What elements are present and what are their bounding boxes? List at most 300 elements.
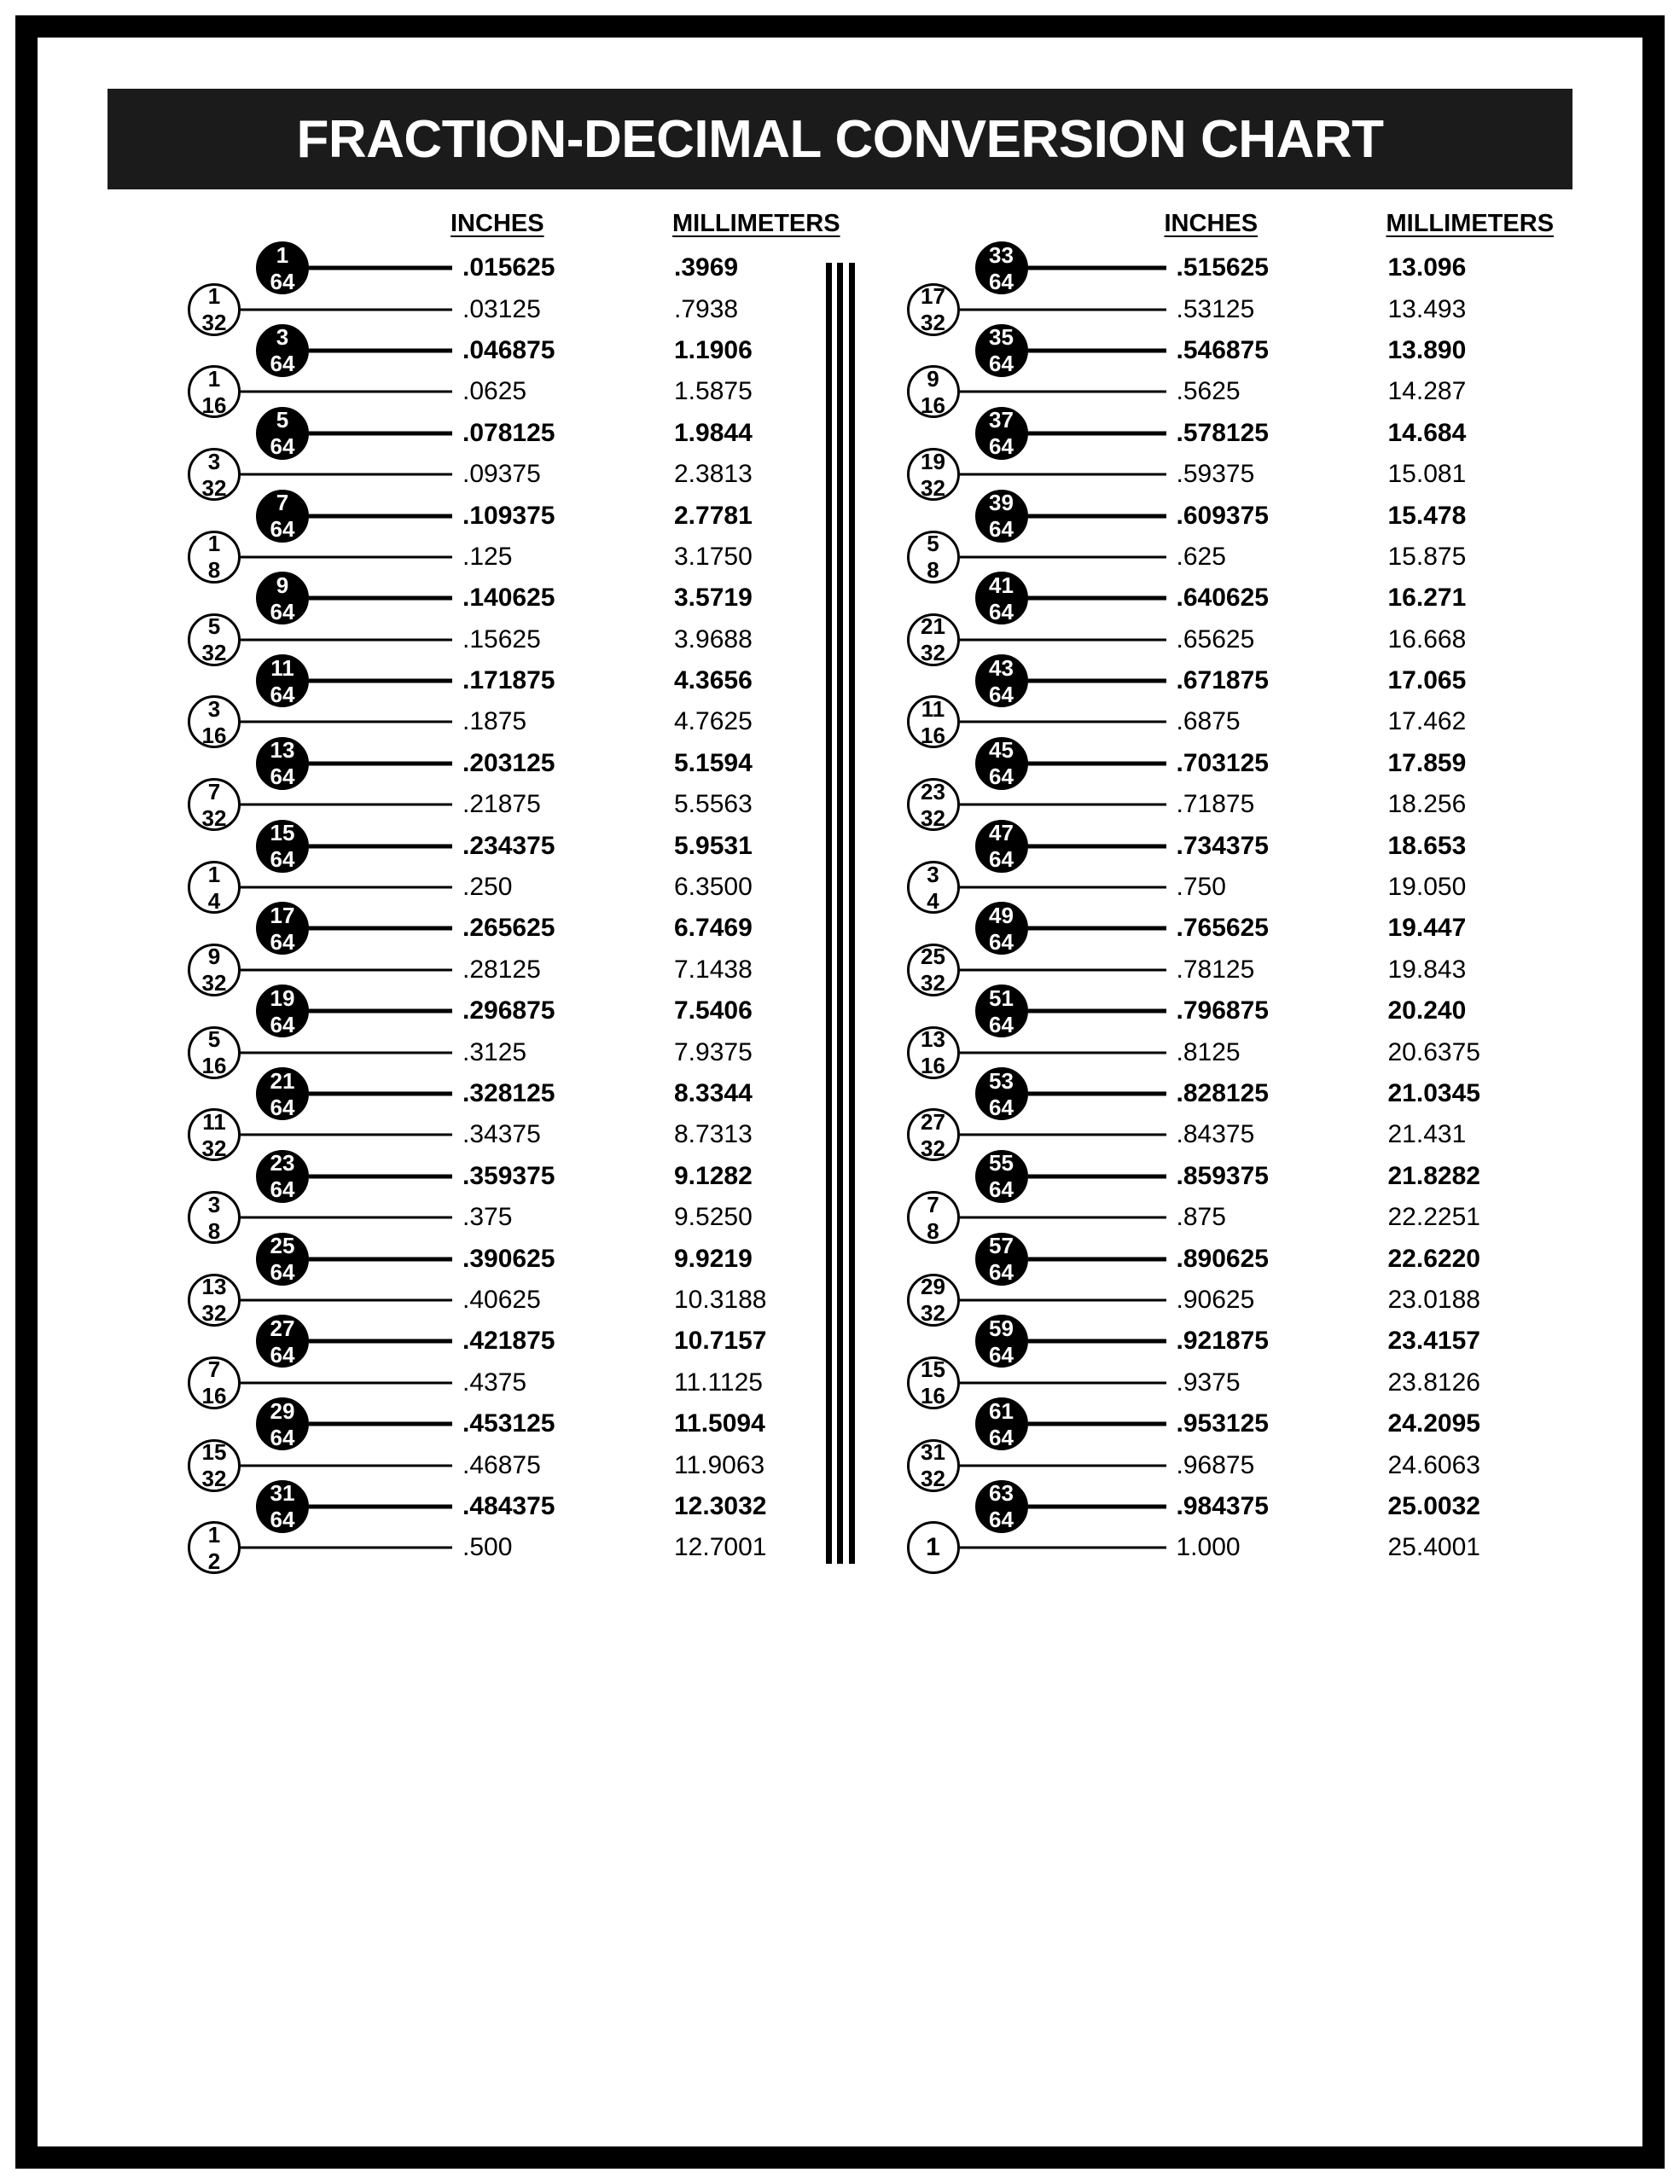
title-banner <box>108 89 1572 189</box>
millimeters-value: 25.4001 <box>1387 1533 1480 1562</box>
fraction-denominator: 16 <box>921 1053 945 1079</box>
fraction-numerator: 25 <box>921 944 945 970</box>
table-row <box>840 1191 1589 1244</box>
fraction-bubble <box>188 613 241 666</box>
fraction-bubble <box>907 1439 960 1492</box>
fraction-denominator: 32 <box>201 1466 227 1492</box>
millimeters-value: 5.9531 <box>674 831 753 860</box>
fraction-numerator: 31 <box>921 1439 945 1466</box>
fraction-numerator: 3 <box>927 861 939 887</box>
fraction-denominator: 64 <box>989 1259 1014 1286</box>
fraction-denominator: 64 <box>270 928 295 955</box>
decimal-inches-value: .265625 <box>462 914 555 943</box>
leader-line <box>1028 926 1166 931</box>
millimeters-value: 12.7001 <box>674 1533 767 1562</box>
fraction-bubble <box>975 1315 1028 1368</box>
table-row <box>840 778 1589 831</box>
fraction-numerator: 13 <box>201 1274 227 1300</box>
fraction-denominator: 16 <box>921 1383 945 1409</box>
fraction-denominator: 32 <box>921 310 945 336</box>
table-row <box>92 407 840 460</box>
decimal-inches-value: .234375 <box>462 831 555 860</box>
fraction-bubble <box>188 1274 241 1327</box>
table-row <box>840 407 1589 460</box>
table-row <box>92 902 840 955</box>
decimal-inches-value: .109375 <box>462 501 555 530</box>
table-row <box>92 1397 840 1450</box>
millimeters-value: 6.3500 <box>674 873 753 902</box>
table-row <box>92 654 840 707</box>
fraction-bubble <box>188 1108 241 1161</box>
millimeters-value: 3.9688 <box>674 624 753 653</box>
millimeters-value: 9.9219 <box>674 1244 753 1273</box>
millimeters-value: 14.684 <box>1387 418 1467 447</box>
millimeters-value: 17.462 <box>1387 707 1467 736</box>
fraction-denominator: 64 <box>270 351 295 377</box>
table-row <box>92 820 840 873</box>
fraction-denominator: 64 <box>989 681 1014 707</box>
decimal-inches-value: .671875 <box>1176 666 1269 695</box>
fraction-numerator: 15 <box>201 1439 227 1466</box>
fraction-numerator: 27 <box>921 1108 945 1135</box>
fraction-numerator: 9 <box>927 365 939 392</box>
decimal-inches-value: .609375 <box>1176 501 1269 530</box>
fraction-numerator: 49 <box>989 902 1014 928</box>
fraction-numerator: 23 <box>921 778 945 804</box>
fraction-bubble <box>907 861 960 914</box>
leader-line <box>960 1547 1166 1549</box>
table-row <box>92 1356 840 1409</box>
fraction-denominator: 64 <box>270 433 295 460</box>
leader-line <box>309 844 452 848</box>
fraction-bubble <box>975 490 1028 543</box>
fraction-bubble <box>907 1274 960 1327</box>
leader-line <box>960 1381 1166 1384</box>
leader-line <box>241 473 452 476</box>
millimeters-value: 1.1906 <box>674 335 753 364</box>
decimal-inches-value: .65625 <box>1176 624 1255 653</box>
leader-line <box>309 679 452 683</box>
fraction-denominator: 2 <box>207 1548 221 1574</box>
millimeters-value: 24.2095 <box>1387 1409 1480 1438</box>
fraction-numerator: 7 <box>207 778 221 804</box>
fraction-numerator: 3 <box>207 695 221 722</box>
fraction-denominator: 32 <box>921 474 945 501</box>
table-row <box>92 1108 840 1161</box>
leader-line <box>1028 596 1166 601</box>
decimal-inches-value: .875 <box>1176 1203 1226 1232</box>
decimal-inches-value: .03125 <box>462 294 541 323</box>
fraction-denominator: 32 <box>201 640 227 666</box>
decimal-inches-value: .78125 <box>1176 955 1255 984</box>
fraction-denominator: 32 <box>921 1300 945 1327</box>
leader-line <box>1028 1009 1166 1014</box>
millimeters-value: 4.7625 <box>674 707 753 736</box>
leader-line <box>960 473 1166 476</box>
fraction-denominator: 16 <box>201 392 227 418</box>
millimeters-value: .7938 <box>674 294 739 323</box>
fraction-numerator: 5 <box>207 613 221 640</box>
table-row <box>840 654 1589 707</box>
table-row <box>92 490 840 543</box>
millimeters-value: 21.8282 <box>1387 1161 1480 1190</box>
fraction-bubble <box>975 1150 1028 1203</box>
table-row <box>92 778 840 831</box>
decimal-inches-value: .484375 <box>462 1491 555 1520</box>
millimeters-value: 11.5094 <box>674 1409 765 1438</box>
millimeters-value: 13.096 <box>1387 253 1467 282</box>
decimal-inches-value: .734375 <box>1176 831 1269 860</box>
millimeters-value: 2.7781 <box>674 501 753 530</box>
table-row <box>840 1233 1589 1286</box>
leader-line <box>960 886 1166 889</box>
decimal-inches-value: .375 <box>462 1203 513 1232</box>
decimal-inches-value: .578125 <box>1176 418 1269 447</box>
fraction-denominator: 16 <box>201 722 227 748</box>
fraction-bubble <box>907 1356 960 1409</box>
fraction-denominator: 64 <box>989 1011 1014 1037</box>
left-table-column <box>92 241 840 1574</box>
fraction-numerator: 15 <box>921 1356 945 1383</box>
fraction-bubble <box>188 1521 241 1574</box>
millimeters-value: 22.6220 <box>1387 1244 1480 1273</box>
leader-line <box>960 721 1166 723</box>
fraction-denominator: 32 <box>921 1135 945 1161</box>
table-row <box>840 1439 1589 1492</box>
fraction-bubble <box>256 572 309 624</box>
decimal-inches-value: .250 <box>462 873 513 902</box>
decimal-inches-value: .0625 <box>462 377 527 406</box>
fraction-numerator: 7 <box>927 1191 939 1217</box>
fraction-bubble <box>256 654 309 707</box>
decimal-inches-value: .546875 <box>1176 335 1269 364</box>
leader-line <box>241 638 452 641</box>
millimeters-value: 17.065 <box>1387 666 1467 695</box>
fraction-bubble <box>907 944 960 996</box>
fraction-denominator: 64 <box>270 1094 295 1120</box>
decimal-inches-value: .828125 <box>1176 1079 1269 1107</box>
table-row <box>840 490 1589 543</box>
fraction-denominator: 64 <box>989 846 1014 873</box>
fraction-bubble <box>907 283 960 336</box>
fraction-denominator: 32 <box>201 310 227 336</box>
fraction-bubble <box>256 1067 309 1120</box>
table-row <box>92 1315 840 1368</box>
millimeters-value: 22.2251 <box>1387 1203 1480 1232</box>
fraction-numerator: 23 <box>270 1150 295 1176</box>
fraction-bubble <box>256 241 309 294</box>
fraction-numerator: 53 <box>989 1067 1014 1094</box>
millimeters-value: 13.493 <box>1387 294 1467 323</box>
fraction-denominator: 64 <box>270 1341 295 1368</box>
decimal-inches-value: .078125 <box>462 418 555 447</box>
fraction-denominator: 64 <box>989 1424 1014 1450</box>
table-row <box>92 1480 840 1533</box>
leader-line <box>1028 348 1166 352</box>
fraction-denominator: 16 <box>921 392 945 418</box>
table-row <box>840 1527 1589 1568</box>
decimal-inches-value: .203125 <box>462 748 555 777</box>
millimeters-value: 17.859 <box>1387 748 1467 777</box>
fraction-numerator: 57 <box>989 1233 1014 1259</box>
table-row <box>840 448 1589 501</box>
leader-line <box>241 1217 452 1219</box>
conversion-table <box>92 241 1588 1574</box>
decimal-inches-value: .90625 <box>1176 1285 1255 1314</box>
decimal-inches-value: .140625 <box>462 584 555 613</box>
decimal-inches-value: .500 <box>462 1533 513 1562</box>
leader-line <box>309 431 452 435</box>
fraction-denominator: 4 <box>927 887 939 914</box>
table-row <box>92 1150 840 1203</box>
fraction-bubble <box>188 1191 241 1244</box>
fraction-denominator: 64 <box>989 1341 1014 1368</box>
divider-bar <box>826 263 832 1564</box>
leader-line <box>309 1504 452 1508</box>
fraction-denominator: 8 <box>927 1217 939 1244</box>
fraction-denominator: 64 <box>270 764 295 790</box>
millimeters-value: 6.7469 <box>674 914 753 943</box>
table-row <box>92 1067 840 1120</box>
table-row <box>92 1274 840 1327</box>
fraction-bubble <box>975 324 1028 377</box>
fraction-numerator: 11 <box>202 1108 226 1135</box>
fraction-denominator: 4 <box>207 887 221 914</box>
leader-line <box>1028 266 1166 270</box>
leader-line <box>960 638 1166 641</box>
decimal-inches-value: .6875 <box>1176 707 1241 736</box>
fraction-bubble <box>907 531 960 584</box>
fraction-numerator: 55 <box>989 1150 1014 1176</box>
leader-line <box>1028 1504 1166 1508</box>
fraction-bubble <box>907 448 960 501</box>
millimeters-value: 2.3813 <box>674 460 753 489</box>
millimeters-value: 10.7157 <box>674 1327 767 1356</box>
leader-line <box>960 1298 1166 1301</box>
fraction-numerator: 29 <box>921 1274 945 1300</box>
fraction-bubble <box>188 695 241 748</box>
fraction-bubble <box>256 1480 309 1533</box>
leader-line <box>960 391 1166 393</box>
table-row <box>840 324 1589 377</box>
leader-line <box>960 1134 1166 1136</box>
fraction-numerator: 47 <box>989 820 1014 846</box>
fraction-denominator: 64 <box>989 516 1014 543</box>
leader-line <box>1028 761 1166 765</box>
table-row <box>92 283 840 336</box>
decimal-inches-value: .640625 <box>1176 584 1269 613</box>
leader-line <box>241 968 452 971</box>
decimal-inches-value: .28125 <box>462 955 541 984</box>
fraction-bubble <box>907 365 960 418</box>
fraction-numerator: 7 <box>276 490 289 516</box>
table-row <box>840 861 1589 914</box>
leader-line <box>309 266 452 270</box>
leader-line <box>309 1339 452 1344</box>
millimeters-value: 3.1750 <box>674 542 753 571</box>
table-row <box>840 820 1589 873</box>
fraction-bubble <box>188 531 241 584</box>
fraction-numerator: 25 <box>270 1233 295 1259</box>
table-row <box>92 448 840 501</box>
table-row <box>840 1397 1589 1450</box>
fraction-numerator: 51 <box>989 985 1014 1011</box>
millimeters-value: 5.1594 <box>674 748 753 777</box>
fraction-denominator: 8 <box>207 557 221 584</box>
millimeters-value: 15.081 <box>1387 460 1467 489</box>
millimeters-value: 7.1438 <box>674 955 753 984</box>
decimal-inches-value: .328125 <box>462 1079 555 1107</box>
millimeters-value: 21.0345 <box>1387 1079 1480 1107</box>
table-row <box>840 902 1589 955</box>
leader-line <box>960 968 1166 971</box>
millimeters-value: 16.668 <box>1387 624 1467 653</box>
fraction-bubble <box>188 1026 241 1079</box>
leader-line <box>241 1051 452 1054</box>
fraction-bubble <box>975 407 1028 460</box>
fraction-bubble <box>975 1233 1028 1286</box>
fraction-numerator: 15 <box>270 820 295 846</box>
fraction-denominator: 64 <box>989 433 1014 460</box>
fraction-bubble <box>907 1521 960 1574</box>
millimeters-value: 19.843 <box>1387 955 1467 984</box>
decimal-inches-value: .796875 <box>1176 996 1269 1025</box>
fraction-denominator: 64 <box>270 598 295 624</box>
millimeters-value: 11.1125 <box>674 1368 763 1397</box>
table-row <box>92 985 840 1037</box>
fraction-numerator: 17 <box>921 283 945 310</box>
fraction-bubble <box>907 778 960 831</box>
millimeters-value: 25.0032 <box>1387 1491 1480 1520</box>
fraction-numerator: 63 <box>989 1480 1014 1507</box>
fraction-denominator: 32 <box>921 804 945 831</box>
fraction-numerator: 39 <box>989 490 1014 516</box>
fraction-bubble <box>907 1191 960 1244</box>
header-inches-left: INCHES <box>451 210 544 237</box>
leader-line <box>1028 1339 1166 1344</box>
fraction-bubble <box>975 902 1028 955</box>
decimal-inches-value: .890625 <box>1176 1244 1269 1273</box>
decimal-inches-value: .09375 <box>462 460 541 489</box>
millimeters-value: 20.6375 <box>1387 1037 1480 1066</box>
decimal-inches-value: .71875 <box>1176 790 1255 819</box>
chart-content <box>53 53 1627 2131</box>
fraction-denominator: 32 <box>201 804 227 831</box>
decimal-inches-value: .34375 <box>462 1120 541 1149</box>
millimeters-value: 24.6063 <box>1387 1450 1480 1479</box>
fraction-bubble <box>975 1067 1028 1120</box>
leader-line <box>241 1464 452 1467</box>
decimal-inches-value: .421875 <box>462 1327 555 1356</box>
millimeters-value: 19.447 <box>1387 914 1467 943</box>
decimal-inches-value: .9375 <box>1176 1368 1241 1397</box>
fraction-denominator: 64 <box>989 1507 1014 1533</box>
fraction-denominator: 32 <box>921 970 945 996</box>
table-row <box>92 1026 840 1079</box>
leader-line <box>241 1298 452 1301</box>
fraction-denominator: 32 <box>201 970 227 996</box>
fraction-bubble <box>975 1397 1028 1450</box>
fraction-bubble <box>188 448 241 501</box>
leader-line <box>309 926 452 931</box>
fraction-numerator: 3 <box>207 448 221 474</box>
right-table-column <box>840 241 1589 1569</box>
decimal-inches-value: .1875 <box>462 707 527 736</box>
millimeters-value: 16.271 <box>1387 584 1467 613</box>
fraction-bubble <box>975 820 1028 873</box>
table-row <box>840 737 1589 790</box>
fraction-numerator: 5 <box>927 531 939 557</box>
table-row <box>840 1026 1589 1079</box>
fraction-numerator: 19 <box>270 985 295 1011</box>
fraction-denominator: 64 <box>989 351 1014 377</box>
fraction-denominator: 64 <box>989 1176 1014 1203</box>
fraction-numerator: 9 <box>207 944 221 970</box>
millimeters-value: 15.875 <box>1387 542 1467 571</box>
table-row <box>840 1150 1589 1203</box>
decimal-inches-value: .5625 <box>1176 377 1241 406</box>
fraction-numerator: 1 <box>207 283 221 310</box>
leader-line <box>960 308 1166 311</box>
leader-line <box>241 886 452 889</box>
fraction-bubble <box>975 572 1028 624</box>
millimeters-value: 9.1282 <box>674 1161 753 1190</box>
leader-line <box>960 1464 1166 1467</box>
leader-line <box>1028 431 1166 435</box>
fraction-numerator: 43 <box>989 654 1014 681</box>
header-millimeters-left: MILLIMETERS <box>672 210 840 237</box>
fraction-numerator: 17 <box>270 902 295 928</box>
fraction-bubble <box>975 985 1028 1037</box>
table-row <box>840 241 1589 294</box>
fraction-bubble <box>256 1150 309 1203</box>
fraction-numerator: 37 <box>989 407 1014 433</box>
millimeters-value: 11.9063 <box>674 1450 765 1479</box>
page-title: FRACTION-DECIMAL CONVERSION CHART <box>296 109 1384 169</box>
decimal-inches-value: .125 <box>462 542 513 571</box>
leader-line <box>960 1217 1166 1219</box>
fraction-denominator: 64 <box>270 1011 295 1037</box>
table-row <box>840 1315 1589 1368</box>
fraction-numerator: 21 <box>921 613 945 640</box>
fraction-numerator: 59 <box>989 1315 1014 1341</box>
millimeters-value: 13.890 <box>1387 335 1467 364</box>
fraction-numerator: 11 <box>270 654 294 681</box>
table-row <box>92 613 840 666</box>
leader-line <box>309 348 452 352</box>
fraction-denominator: 64 <box>270 846 295 873</box>
millimeters-value: 12.3032 <box>674 1491 767 1520</box>
table-row <box>840 1108 1589 1161</box>
leader-line <box>960 555 1166 558</box>
table-row <box>840 1067 1589 1120</box>
fraction-denominator: 32 <box>921 1466 945 1492</box>
decimal-inches-value: .625 <box>1176 542 1226 571</box>
fraction-numerator: 5 <box>207 1026 221 1053</box>
leader-line <box>241 721 452 723</box>
fraction-bubble <box>256 820 309 873</box>
decimal-inches-value: .171875 <box>462 666 555 695</box>
millimeters-value: 5.5563 <box>674 790 753 819</box>
fraction-bubble <box>188 1356 241 1409</box>
millimeters-value: 18.653 <box>1387 831 1467 860</box>
leader-line <box>309 514 452 518</box>
table-row <box>840 283 1589 336</box>
fraction-denominator: 64 <box>989 764 1014 790</box>
millimeters-value: 18.256 <box>1387 790 1467 819</box>
leader-line <box>1028 1092 1166 1096</box>
millimeters-value: 23.8126 <box>1387 1368 1480 1397</box>
